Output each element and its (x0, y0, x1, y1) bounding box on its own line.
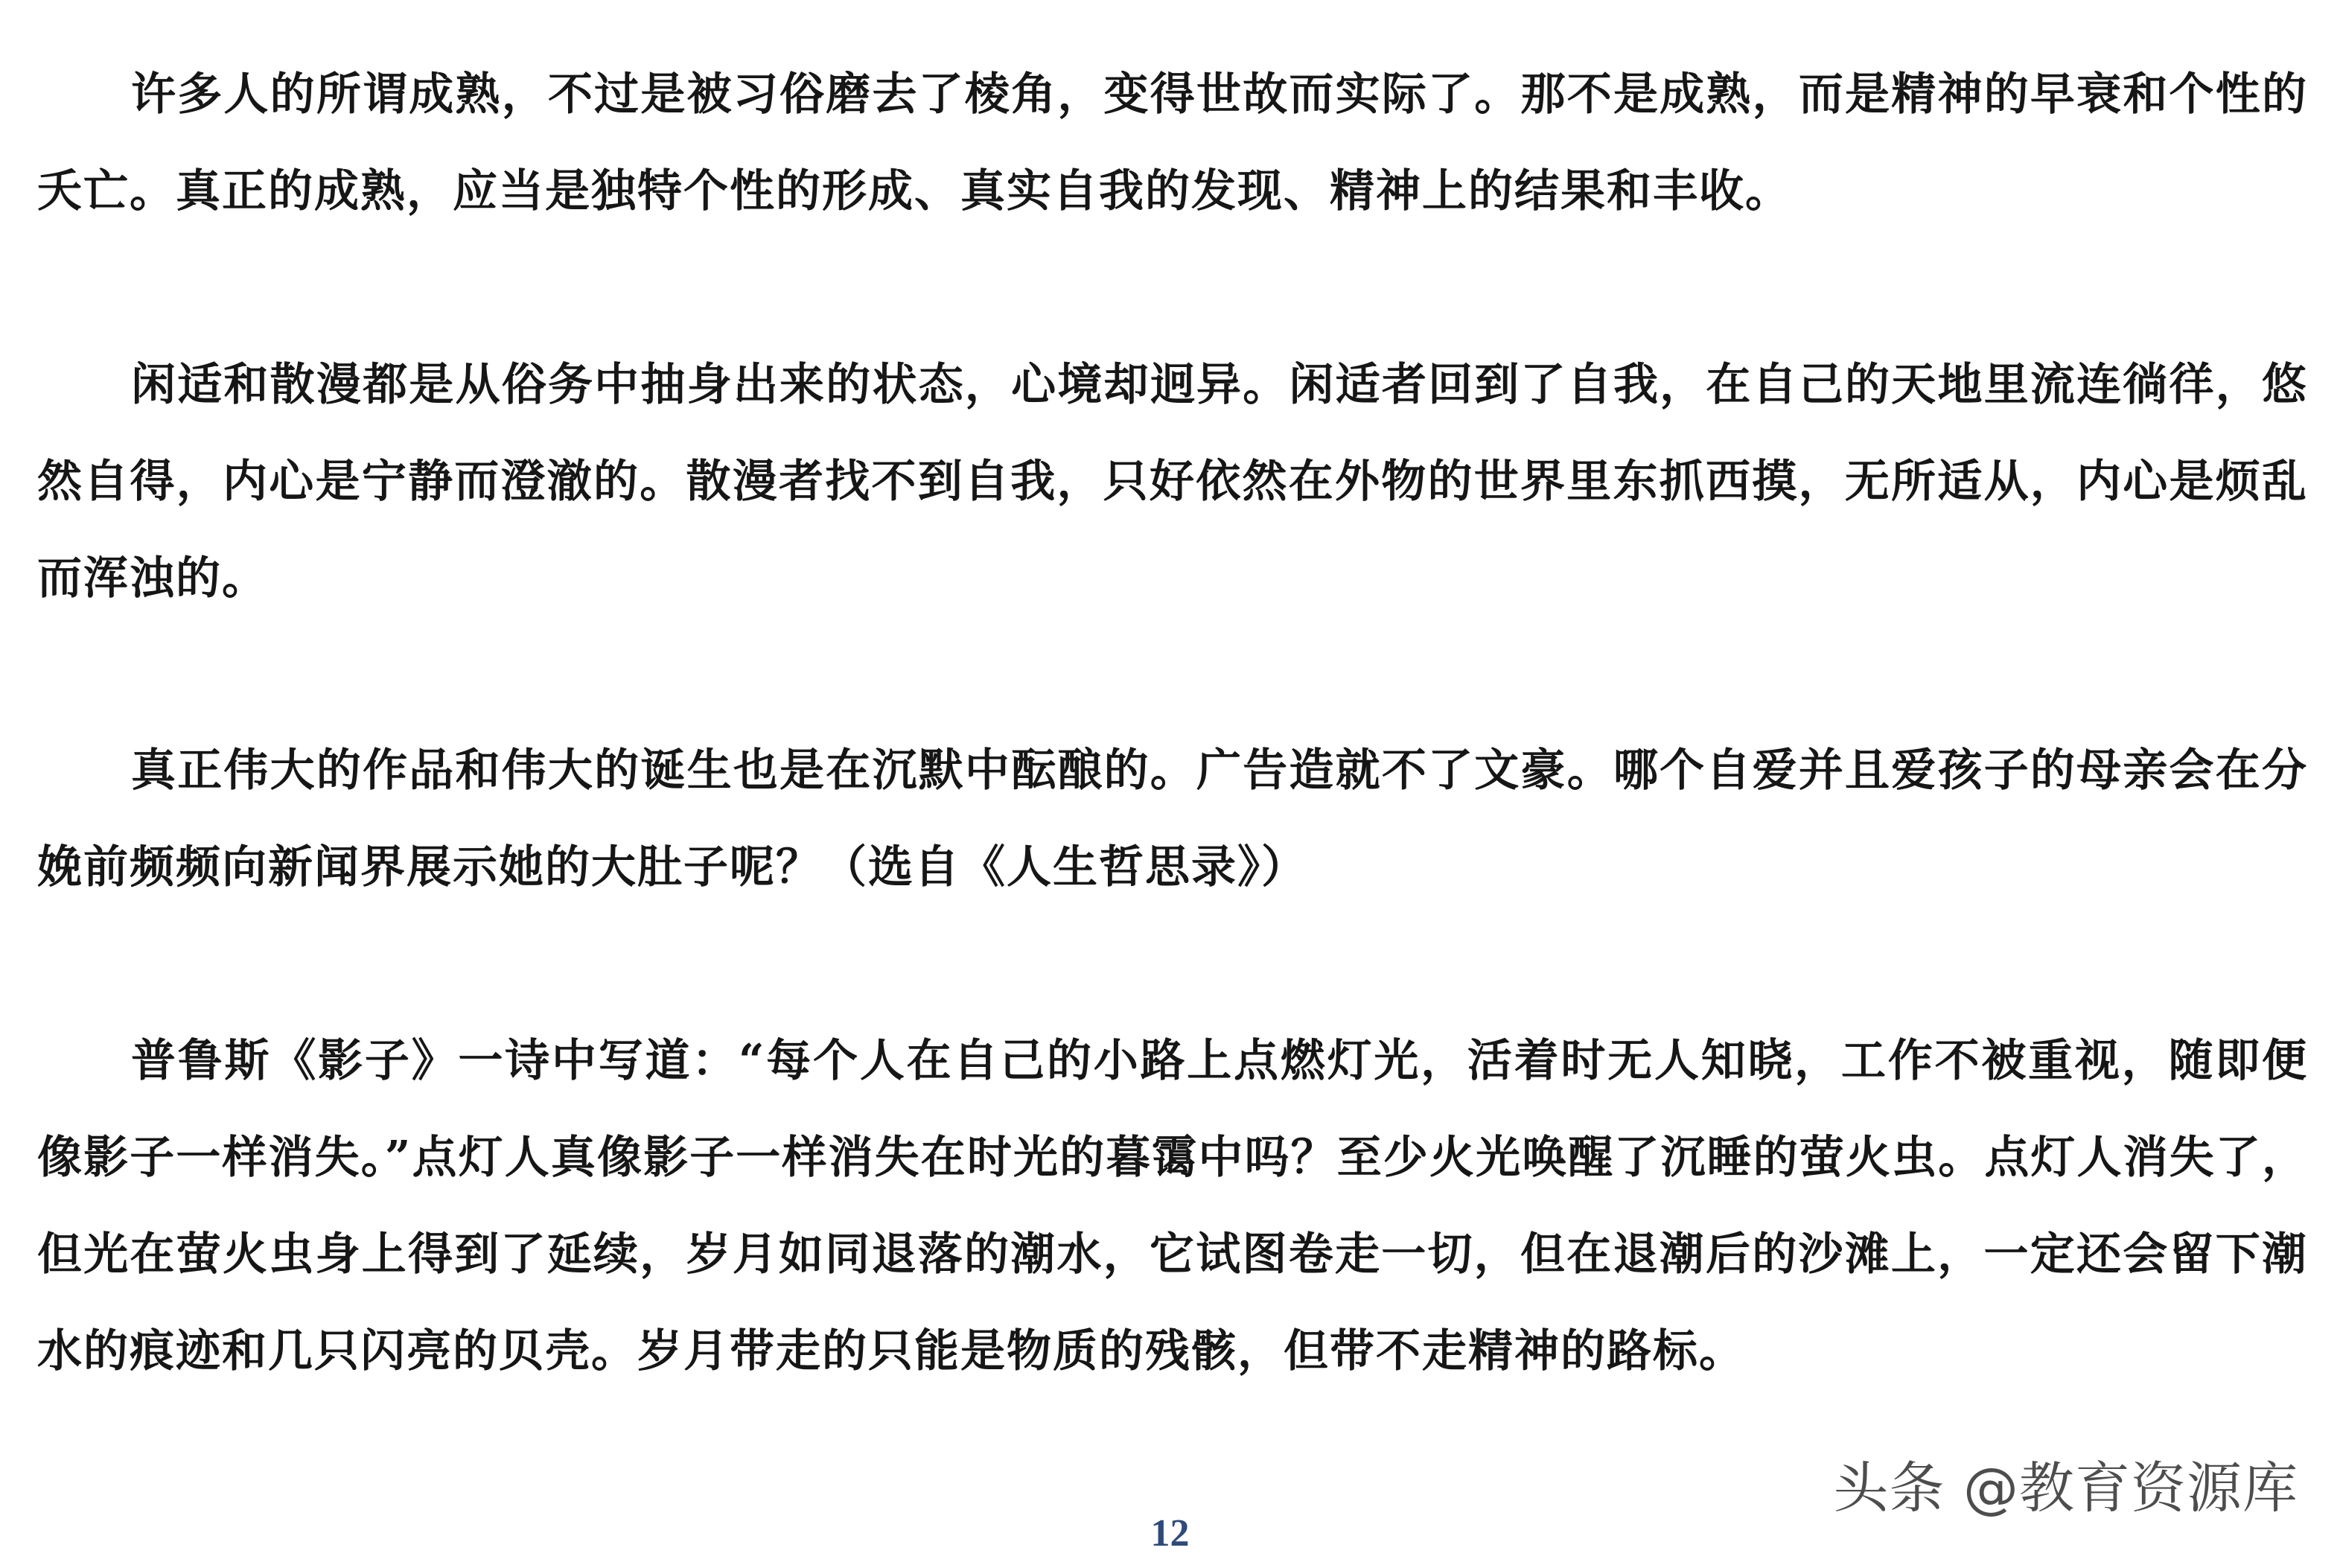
watermark: 头条 @教育资源库 (1833, 1456, 2298, 1520)
page-number: 12 (1150, 1512, 1190, 1555)
paragraph-shadow-poem: 普鲁斯《影子》一诗中写道：“每个人在自己的小路上点燃灯光，活着时无人知晓，工作不被重视，随即便像影子一样消失。”点灯人真像影子一样消失在时光的暮霭中吗？至少火光唤醒了沉睡的萤火虫。点灯人消失了，但光在萤火虫身上得到了延续，岁月如同退落的潮水，它试图卷走一切，但在退潮后的沙滩上，一定还会留下潮水的痕迹和几只闪亮的贝壳。岁月带走的只能是物质的残骸，但带不走精神的路标。 (37, 1035, 2308, 1377)
paragraph-maturity: 许多人的所谓成熟，不过是被习俗磨去了棱角，变得世故而实际了。那不是成熟，而是精神的早衰和个性的夭亡。真正的成熟，应当是独特个性的形成、真实自我的发现、精神上的结果和丰收。 (37, 68, 2308, 217)
paragraph-leisure: 闲适和散漫都是从俗务中抽身出来的状态，心境却迥异。闲适者回到了自我，在自己的天地里流连徜徉，悠然自得，内心是宁静而澄澈的。散漫者找不到自我，只好依然在外物的世界里东抓西摸，无所适从，内心是烦乱而浑浊的。 (37, 359, 2308, 605)
paragraph-silence: 真正伟大的作品和伟大的诞生也是在沉默中酝酿的。广告造就不了文豪。哪个自爱并且爱孩子的母亲会在分娩前频频向新闻界展示她的大肚子呢？（选自《人生哲思录》） (37, 745, 2308, 893)
